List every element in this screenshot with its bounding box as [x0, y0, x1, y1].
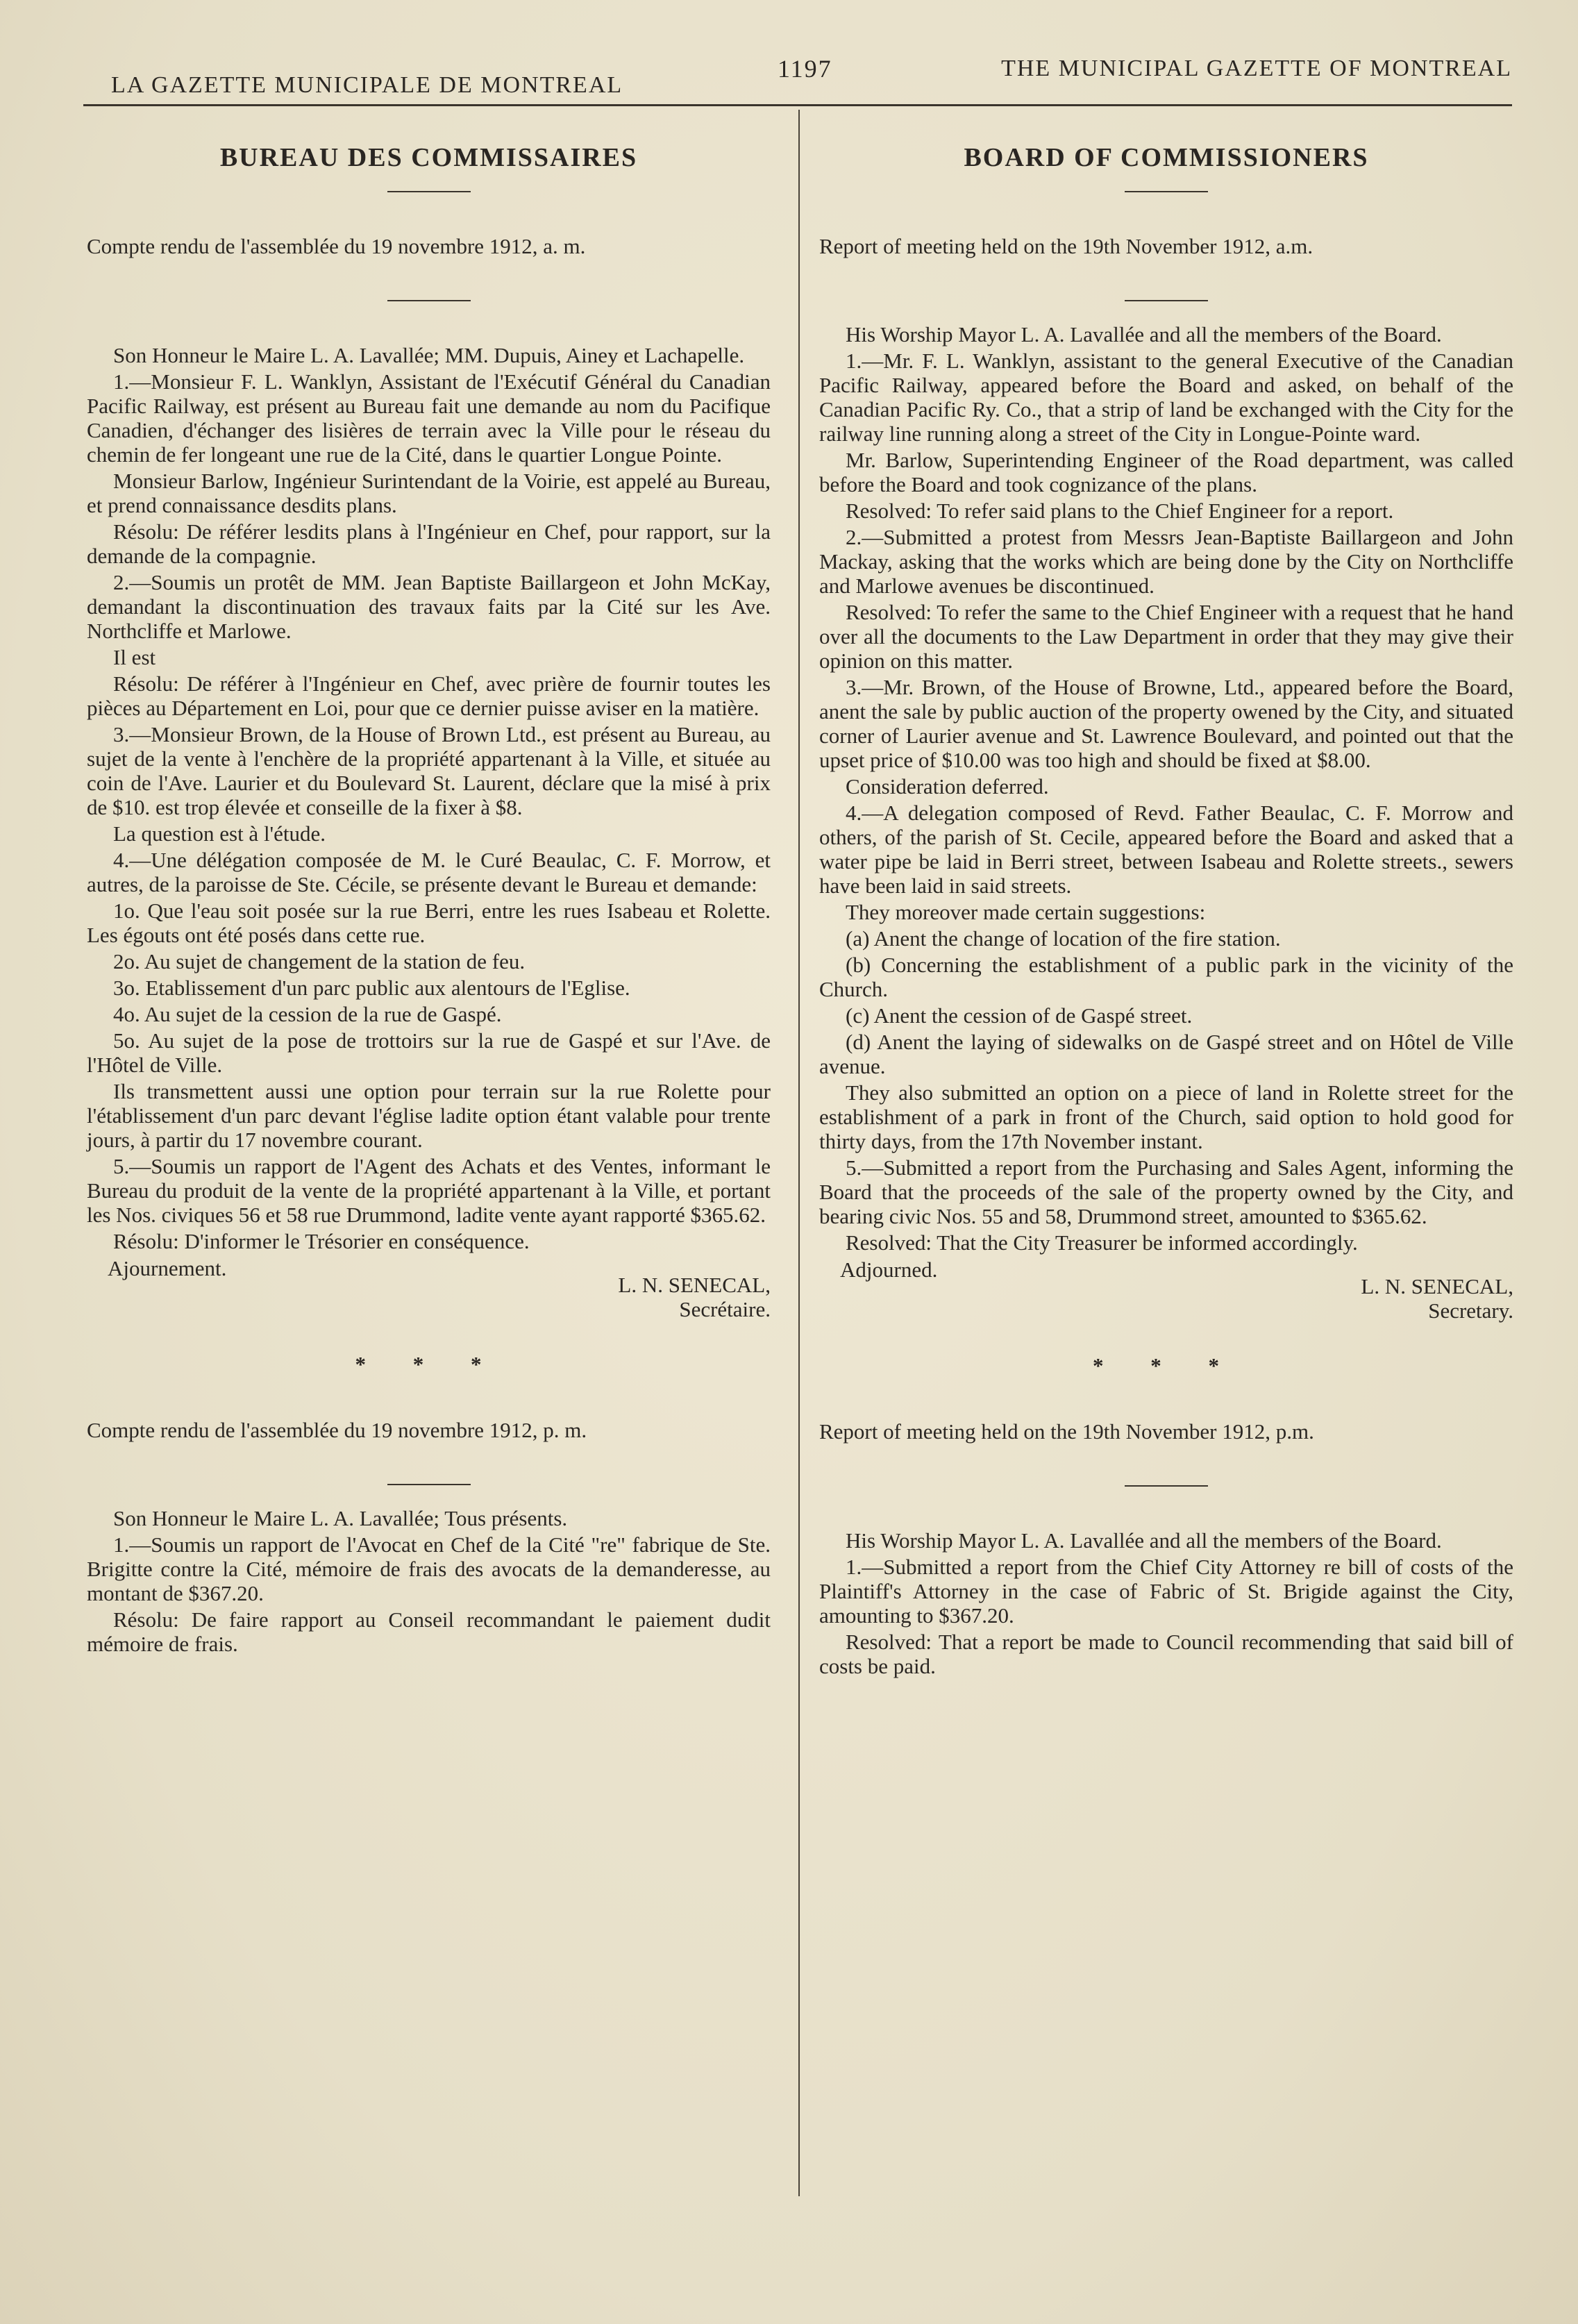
french-item-4-3o: 3o. Etablissement d'un parc public aux alentours de l'Eglise.: [113, 976, 630, 1000]
english-suggestion-c: (c) Anent the cession of de Gaspé street.: [846, 1003, 1193, 1028]
english-suggestion-b: (b) Concerning the establishment of a public park in the vicinity of the Church.: [819, 953, 1513, 1001]
english-item-5: 5.—Submitted a report from the Purchasing and Sales Agent, informing the Board that the proceeds of the sale of the property owned by the City, and bearing civic Nos. 55 and 58, Drummond street, amounted to $365.62.: [819, 1155, 1513, 1228]
french-separator-stars: * * *: [355, 1352, 503, 1376]
english-separator-stars: * * *: [1093, 1353, 1240, 1378]
english-consideration-deferred: Consideration deferred.: [846, 774, 1049, 799]
french-pm-item-1: 1.—Soumis un rapport de l'Avocat en Chef de la Cité "re" fabrique de Ste. Brigitte contre la Cité, mémoire de frais des avocats de la demanderesse, au montant de $367.20.: [87, 1532, 771, 1605]
english-resolution-1: Resolved: To refer said plans to the Chief Engineer for a report.: [846, 499, 1394, 523]
english-attendance1: His Worship Mayor L. A. Lavallée and all the members of the Board.: [846, 322, 1442, 346]
header-rule: [83, 104, 1512, 106]
english-column: [819, 118, 1513, 1680]
french-il-est: Il est: [113, 645, 156, 669]
english-option: They also submitted an option on a piece of land in Rolette street for the establishment of a park in front of the Church, said option to hold good for thirty days, from the 17th November instant.: [819, 1080, 1513, 1153]
english-adjournment: Adjourned.: [840, 1257, 938, 1282]
french-item-4-2o: 2o. Au sujet de changement de la station de feu.: [113, 949, 526, 973]
french-item-4: 4.—Une délégation composée de M. le Curé Beaulac, C. F. Morrow, et autres, de la paroisse de Ste. Cécile, se présente devant le Bureau et demande:: [87, 848, 771, 896]
english-item-1-barlow: Mr. Barlow, Superintending Engineer of the Road department, was called before the Board and took cognizance of the plans.: [819, 448, 1513, 496]
english-meeting1-title: Report of meeting held on the 19th November 1912, a.m.: [819, 234, 1313, 258]
english-suggestions-intro: They moreover made certain suggestions:: [846, 900, 1206, 924]
english-item-3: 3.—Mr. Brown, of the House of Browne, Ltd., appeared before the Board, anent the sale by public auction of the property owened by the City, and situated corner of Laurier avenue and St. Lawrence Boulevard, and pointed out that the upset price of $10.00 was too high and should be fixed at $8.00.: [819, 675, 1513, 772]
french-meeting1-title: Compte rendu de l'assemblée du 19 novembre 1912, a. m.: [87, 234, 586, 258]
french-column: [87, 118, 771, 1658]
french-resolution-1: Résolu: De référer lesdits plans à l'Ingénieur en Chef, pour rapport, sur la demande de la compagnie.: [87, 519, 771, 568]
french-resolution-2: Résolu: De référer à l'Ingénieur en Chef, avec prière de fournir toutes les pièces au Département en Loi, pour que ce dernier puisse aviser en la matière.: [87, 671, 771, 720]
french-section-title: BUREAU DES COMMISSAIRES: [219, 143, 638, 172]
french-item-4-1o: 1o. Que l'eau soit posée sur la rue Berri, entre les rues Isabeau et Rolette. Les égouts ont été posés dans cette rue.: [87, 898, 771, 947]
french-item-5: 5.—Soumis un rapport de l'Agent des Achats et des Ventes, informant le Bureau du produit de la vente de la propriété appartenant à la Ville, et portant les Nos. civiques 56 et 58 rue Drummond, ladite vente ayant rapporté $365.62.: [87, 1154, 771, 1227]
english-suggestion-d: (d) Anent the laying of sidewalks on de Gaspé street and on Hôtel de Ville avenue.: [819, 1030, 1513, 1078]
page-header: [111, 49, 1512, 97]
french-meeting2-title: Compte rendu de l'assemblée du 19 novembre 1912, p. m.: [87, 1418, 587, 1442]
french-item-4-5o: 5o. Au sujet de la pose de trottoirs sur la rue de Gaspé et sur l'Ave. de l'Hôtel de Ville.: [87, 1028, 771, 1077]
french-signatory-name: L. N. SENECAL,: [618, 1273, 771, 1297]
english-item-2: 2.—Submitted a protest from Messrs Jean-Baptiste Baillargeon and John Mackay, asking that the works which are being done by the City on Northcliffe and Marlowe avenues be discontinued.: [819, 525, 1513, 598]
english-attendance2: His Worship Mayor L. A. Lavallée and all the members of the Board.: [846, 1528, 1442, 1553]
english-item-4: 4.—A delegation composed of Revd. Father Beaulac, C. F. Morrow and others, of the parish of St. Cecile, appeared before the Board and asked that a water pipe be laid in Berri street, between Isabeau and Rolette streets., sewers have been laid in said streets.: [819, 801, 1513, 898]
french-question-etude: La question est à l'étude.: [113, 821, 326, 846]
french-item-1: 1.—Monsieur F. L. Wanklyn, Assistant de l'Exécutif Général du Canadian Pacific Railway, est présent au Bureau fait une demande au nom du Pacifique Canadien, d'échanger des lisières de terrain avec la Ville pour le réseau du chemin de fer longeant une rue de la Cité, dans le quartier Longue Pointe.: [87, 369, 771, 467]
english-signature-block: [819, 1257, 1513, 1323]
english-item-1: 1.—Mr. F. L. Wanklyn, assistant to the general Executive of the Canadian Pacific Railway, appeared before the Board and asked, on behalf of the Canadian Pacific Ry. Co., that a strip of land be exchanged with the City for the railway line running along a street of the City in Longue-Pointe ward.: [819, 349, 1513, 446]
french-item-3: 3.—Monsieur Brown, de la House of Brown Ltd., est présent au Bureau, au sujet de la vente à l'enchère de la propriété appartenant à la Ville, et située au coin de l'Ave. Laurier et du Boulevard St. Laurent, déclare que la misé à prix de $10. est trop élevée et conseille de la fixer à $8.: [87, 722, 771, 819]
french-item-4-4o: 4o. Au sujet de la cession de la rue de Gaspé.: [113, 1002, 502, 1026]
french-item-2: 2.—Soumis un protêt de MM. Jean Baptiste Baillargeon et John McKay, demandant la discontinuation des travaux faits par la Cité sur les Ave. Northcliffe et Marlowe.: [87, 570, 771, 643]
english-resolution-2: Resolved: To refer the same to the Chief Engineer with a request that he hand over all the documents to the Law Department in order that they may give their opinion on this matter.: [819, 600, 1513, 673]
title-rule: [1125, 191, 1208, 192]
english-suggestion-a: (a) Anent the change of location of the fire station.: [846, 926, 1281, 951]
french-pm-resolution-1: Résolu: De faire rapport au Conseil recommandant le paiement dudit mémoire de frais.: [87, 1607, 771, 1656]
french-item-1-barlow: Monsieur Barlow, Ingénieur Surintendant de la Voirie, est appelé au Bureau, et prend connaissance desdits plans.: [87, 469, 771, 517]
french-signatory-role: Secrétaire.: [679, 1297, 771, 1321]
header-french-title: LA GAZETTE MUNICIPALE DE MONTREAL: [111, 72, 623, 98]
column-divider: [798, 110, 800, 2196]
french-signature-block: [87, 1256, 771, 1321]
english-meeting2-title: Report of meeting held on the 19th November 1912, p.m.: [819, 1419, 1314, 1444]
english-resolution-5: Resolved: That the City Treasurer be informed accordingly.: [846, 1230, 1358, 1255]
french-adjournment: Ajournement.: [108, 1256, 227, 1280]
english-section-title: BOARD OF COMMISSIONERS: [964, 143, 1369, 172]
english-pm-resolution-1: Resolved: That a report be made to Council recommending that said bill of costs be paid.: [819, 1630, 1513, 1678]
header-english-title: THE MUNICIPAL GAZETTE OF MONTREAL: [1001, 56, 1512, 81]
french-attendance2: Son Honneur le Maire L. A. Lavallée; Tous présents.: [113, 1506, 568, 1530]
english-pm-item-1: 1.—Submitted a report from the Chief City Attorney re bill of costs of the Plaintiff's Attorney in the case of Fabric of St. Brigide against the City, amounting to $367.20.: [819, 1555, 1513, 1628]
french-resolution-5: Résolu: D'informer le Trésorier en conséquence.: [113, 1229, 530, 1253]
title-rule: [387, 191, 471, 192]
page-number: 1197: [778, 55, 832, 83]
french-option: Ils transmettent aussi une option pour terrain sur la rue Rolette pour l'établissement d'un parc devant l'église ladite option étant valable pour trente jours, à partir du 17 novembre courant.: [87, 1079, 771, 1152]
english-signatory-name: L. N. SENECAL,: [1361, 1274, 1513, 1298]
french-attendance1: Son Honneur le Maire L. A. Lavallée; MM. Dupuis, Ainey et Lachapelle.: [113, 343, 745, 367]
english-signatory-role: Secretary.: [1428, 1298, 1513, 1323]
